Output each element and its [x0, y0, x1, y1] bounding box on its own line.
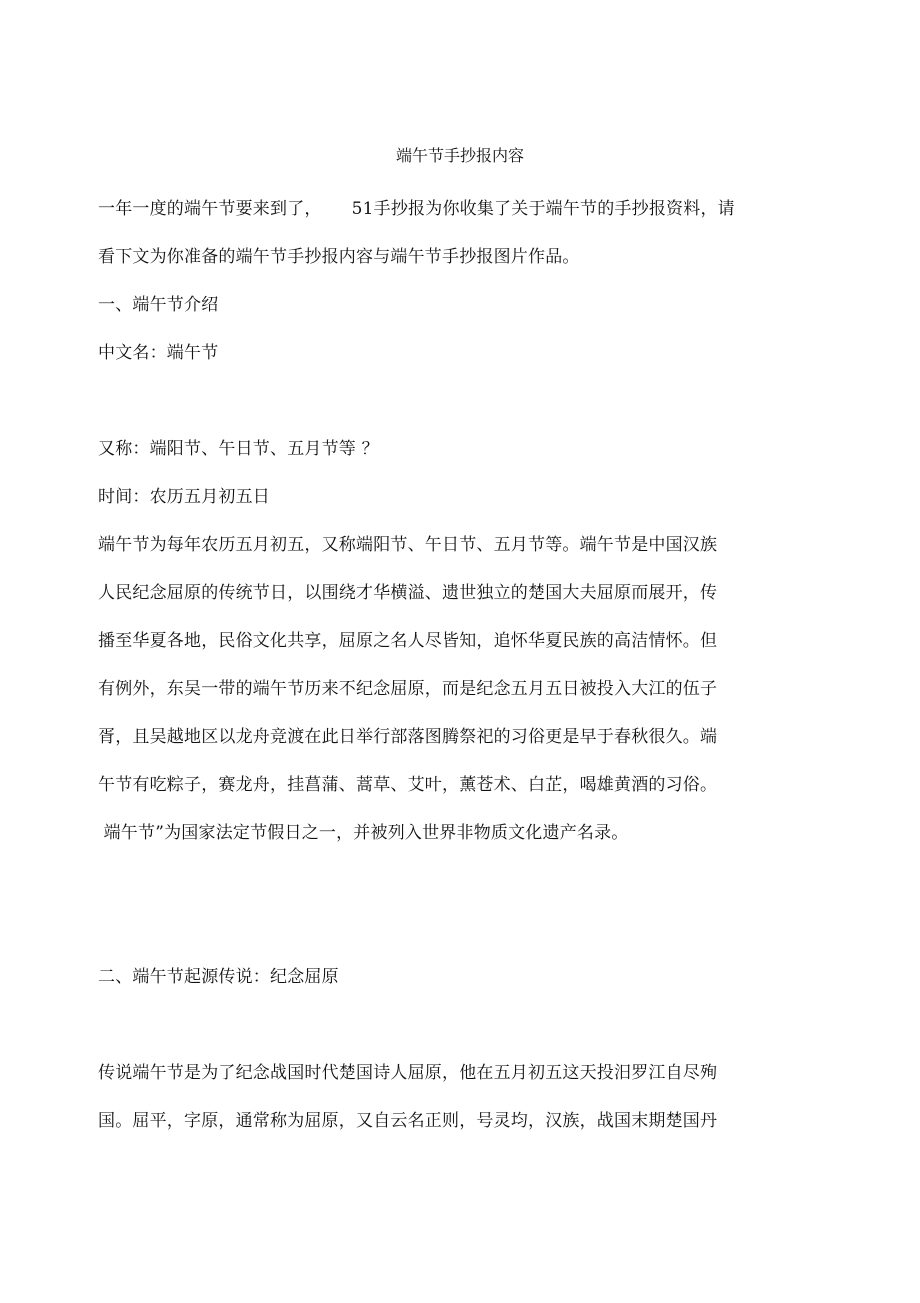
chinese-name-line: 中文名：端午节 — [98, 343, 219, 363]
intro-line-1 — [98, 198, 735, 220]
section-1-paragraph-line: 播至华夏各地，民俗文化共享，屈原之名人尽皆知，追怀华夏民族的高洁情怀。但 — [98, 631, 718, 651]
intro-line-1-part-2: 51手抄报为你收集了关于端午节的手抄报资料，请 — [351, 199, 735, 219]
section-2-paragraph-line: 国。屈平，字原，通常称为屈原，又自云名正则，号灵均，汉族，战国末期楚国丹 — [98, 1111, 718, 1131]
intro-line-2: 看下文为你准备的端午节手抄报内容与端午节手抄报图片作品。 — [98, 247, 580, 267]
section-1-paragraph-line: 人民纪念屈原的传统节日，以围绕才华横溢、遗世独立的楚国大夫屈原而展开，传 — [98, 583, 718, 603]
time-line: 时间：农历五月初五日 — [98, 487, 270, 507]
intro-line-1-part-1: 一年一度的端午节要来到了， — [98, 199, 322, 219]
section-2-heading: 二、端午节起源传说：纪念屈原 — [98, 967, 339, 987]
alias-line: 又称：端阳节、午日节、五月节等 ？ — [98, 439, 379, 459]
section-1-paragraph-line: 午节有吃粽子，赛龙舟，挂菖蒲、蒿草、艾叶，薰苍术、白芷，喝雄黄酒的习俗。 — [98, 775, 718, 795]
section-2-paragraph-line: 传说端午节是为了纪念战国时代楚国诗人屈原，他在五月初五这天投汨罗江自尽殉 — [98, 1063, 718, 1083]
section-1-paragraph-line: 端午节为每年农历五月初五，又称端阳节、午日节、五月节等。端午节是中国汉族 — [98, 535, 718, 555]
section-1-paragraph-line: 胥，且吴越地区以龙舟竞渡在此日举行部落图腾祭祀的习俗更是早于春秋很久。端 — [98, 727, 718, 747]
section-1-paragraph-line: 端午节”为国家法定节假日之一，并被列入世界非物质文化遗产名录。 — [98, 823, 629, 843]
section-1-heading: 一、端午节介绍 — [98, 295, 219, 315]
section-1-paragraph-line: 有例外，东吴一带的端午节历来不纪念屈原，而是纪念五月五日被投入大江的伍子 — [98, 679, 718, 699]
document-title: 端午节手抄报内容 — [395, 146, 524, 165]
